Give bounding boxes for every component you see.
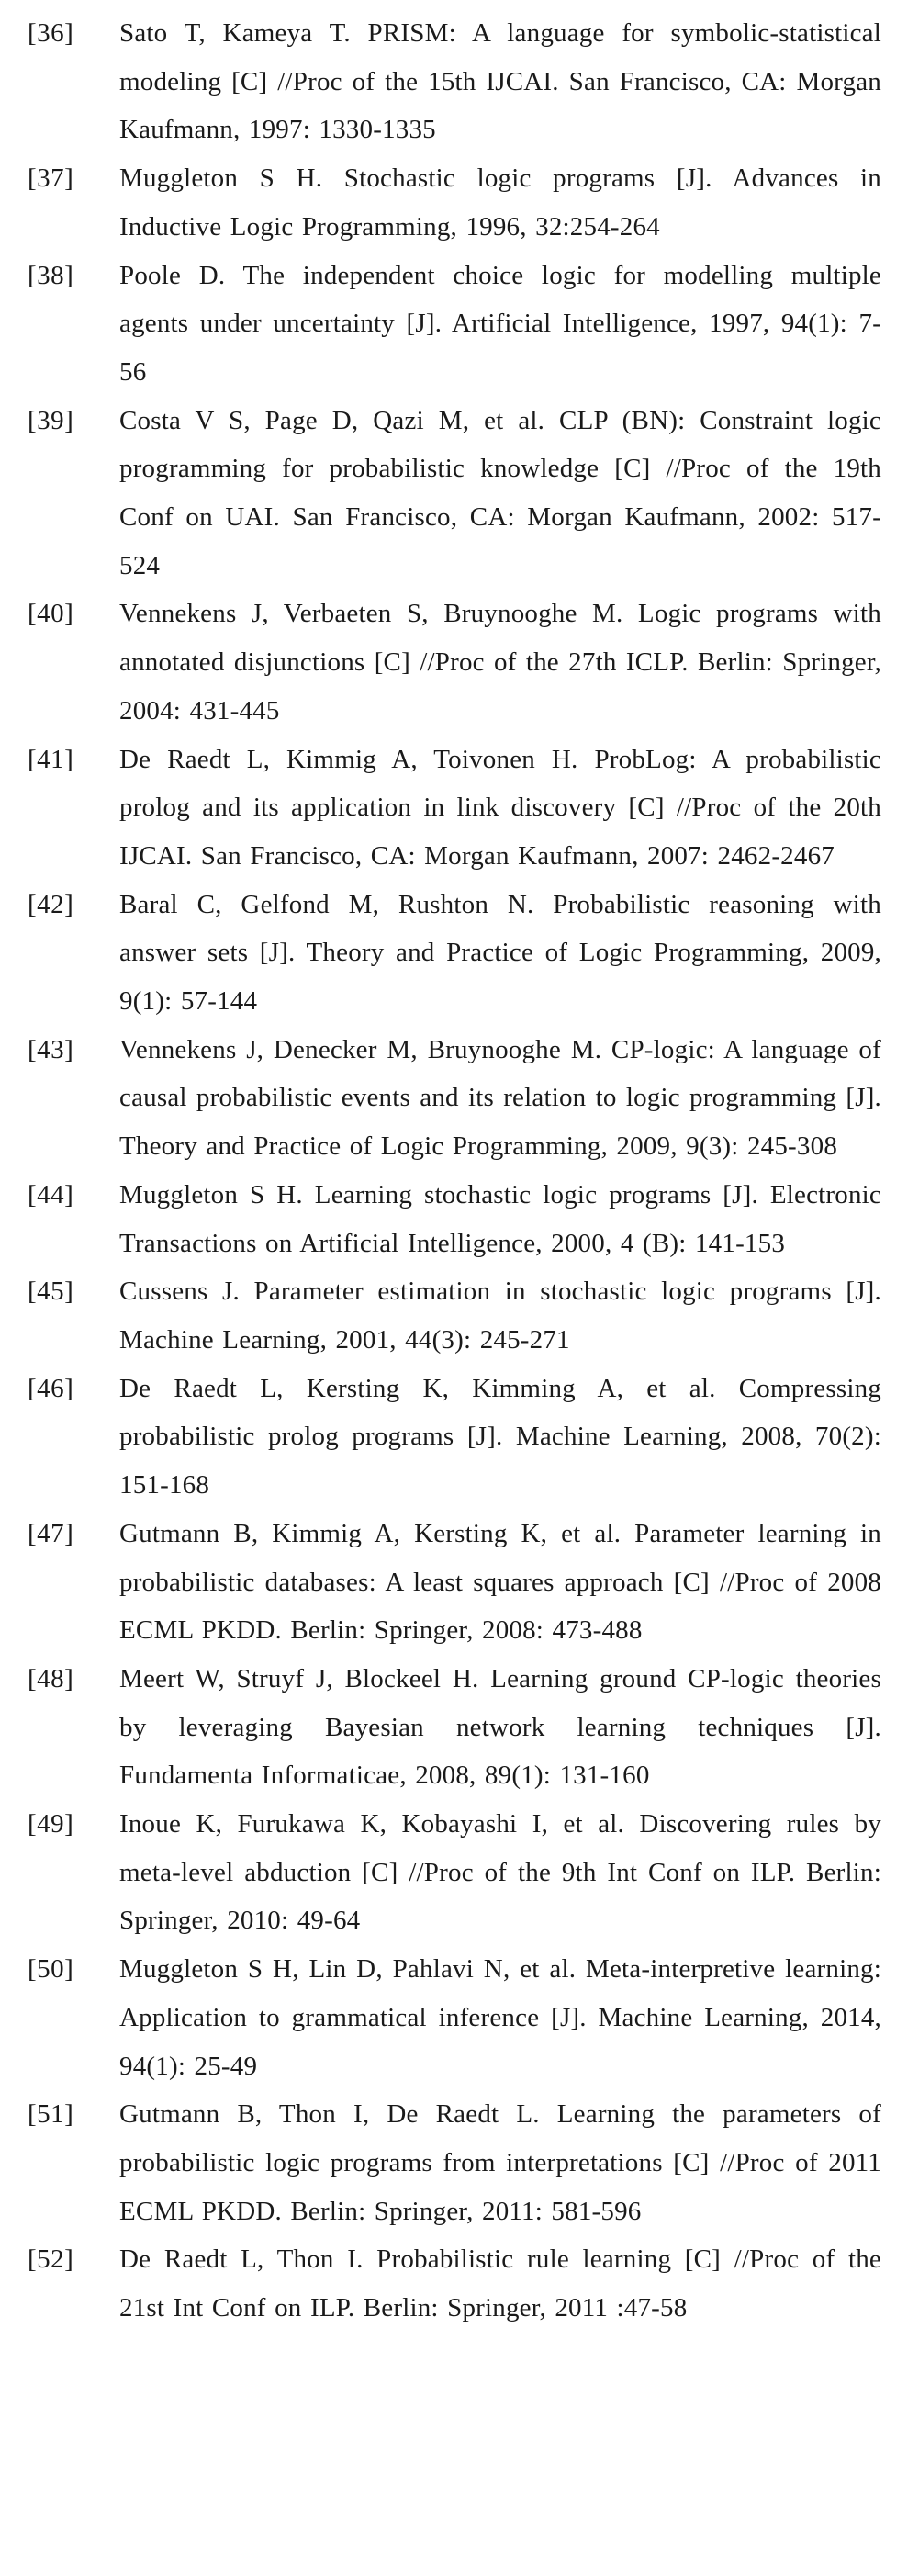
reference-number: [38] [28,260,74,290]
reference-number: [39] [28,405,74,435]
reference-number: [49] [28,1809,74,1839]
reference-item [28,2090,881,2235]
reference-text: Gutmann B, Kimmig A, Kersting K, et al. Parameter learning in probabilistic databases: A least squares approach [C] //Proc of 2008 ECML PKDD. Berlin: Springer, 2008: 473-488 [119,1518,881,1646]
reference-text: De Raedt L, Kimmig A, Toivonen H. ProbLog: A probabilistic prolog and its application in link discovery [C] //Proc of the 20th IJCAI. San Francisco, CA: Morgan Kaufmann, 2007: 2462-2467 [119,744,881,871]
reference-number: [43] [28,1034,74,1064]
reference-text: Meert W, Struyf J, Blockeel H. Learning ground CP-logic theories by leveraging Bayesian network learning techniques [J]. Fundamenta Informaticae, 2008, 89(1): 131-160 [119,1663,881,1791]
reference-number: [44] [28,1179,74,1209]
reference-number: [47] [28,1518,74,1548]
reference-item [28,881,881,1026]
reference-number: [36] [28,18,74,48]
reference-number: [45] [28,1277,74,1307]
reference-number: [42] [28,889,74,919]
reference-item [28,1365,881,1510]
reference-text: Poole D. The independent choice logic for modelling multiple agents under uncertainty [J]. Artificial Intelligence, 1997, 94(1): 7-56 [119,260,881,387]
reference-text: De Raedt L, Thon I. Probabilistic rule learning [C] //Proc of the 21st Int Conf on ILP. Berlin: Springer, 2011 :47-58 [119,2244,881,2323]
reference-item [28,1800,881,1945]
reference-item [28,1945,881,2090]
reference-number: [52] [28,2244,74,2275]
reference-number: [37] [28,163,74,194]
reference-list [28,9,881,2333]
reference-item [28,252,881,397]
reference-text: Gutmann B, Thon I, De Raedt L. Learning the parameters of probabilistic logic programs from interpretations [C] //Proc of 2011 ECML PKDD. Berlin: Springer, 2011: 581-596 [119,2099,881,2226]
reference-item [28,1510,881,1655]
reference-text: Muggleton S H. Stochastic logic programs [J]. Advances in Inductive Logic Programming, 1996, 32:254-264 [119,163,881,242]
reference-number: [46] [28,1373,74,1403]
reference-item [28,9,881,154]
reference-text: Inoue K, Furukawa K, Kobayashi I, et al. Discovering rules by meta-level abduction [C] //Proc of the 9th Int Conf on ILP. Berlin: Springer, 2010: 49-64 [119,1809,881,1936]
reference-text: Costa V S, Page D, Qazi M, et al. CLP (BN): Constraint logic programming for probabilistic knowledge [C] //Proc of the 19th Conf on UAI. San Francisco, CA: Morgan Kaufmann, 2002: 517-524 [119,405,881,580]
reference-number: [48] [28,1663,74,1693]
reference-item [28,1267,881,1364]
reference-text: De Raedt L, Kersting K, Kimming A, et al. Compressing probabilistic prolog programs [J]. Machine Learning, 2008, 70(2): 151-168 [119,1373,881,1501]
reference-text: Sato T, Kameya T. PRISM: A language for symbolic-statistical modeling [C] //Proc of the 15th IJCAI. San Francisco, CA: Morgan Kaufmann, 1997: 1330-1335 [119,18,881,145]
reference-item [28,736,881,881]
reference-text: Vennekens J, Denecker M, Bruynooghe M. CP-logic: A language of causal probabilistic events and its relation to logic programming [J]. Theory and Practice of Logic Programming, 2009, 9(3): 245-308 [119,1034,881,1162]
reference-item [28,397,881,591]
reference-number: [50] [28,1954,74,1985]
reference-text: Muggleton S H, Lin D, Pahlavi N, et al. Meta-interpretive learning: Application to grammatical inference [J]. Machine Learning, 2014, 94(1): 25-49 [119,1954,881,2081]
reference-item [28,154,881,251]
reference-text: Vennekens J, Verbaeten S, Bruynooghe M. Logic programs with annotated disjunctions [C] //Proc of the 27th ICLP. Berlin: Springer, 2004: 431-445 [119,599,881,726]
reference-text: Muggleton S H. Learning stochastic logic programs [J]. Electronic Transactions on Artificial Intelligence, 2000, 4 (B): 141-153 [119,1179,881,1258]
reference-text: Baral C, Gelfond M, Rushton N. Probabilistic reasoning with answer sets [J]. Theory and Practice of Logic Programming, 2009, 9(1): 57-144 [119,889,881,1017]
reference-item [28,1171,881,1267]
reference-item [28,2235,881,2332]
reference-number: [40] [28,599,74,629]
reference-text: Cussens J. Parameter estimation in stochastic logic programs [J]. Machine Learning, 2001, 44(3): 245-271 [119,1277,881,1355]
reference-item [28,1655,881,1800]
reference-item [28,590,881,735]
reference-number: [51] [28,2099,74,2130]
reference-item [28,1026,881,1171]
reference-number: [41] [28,744,74,774]
